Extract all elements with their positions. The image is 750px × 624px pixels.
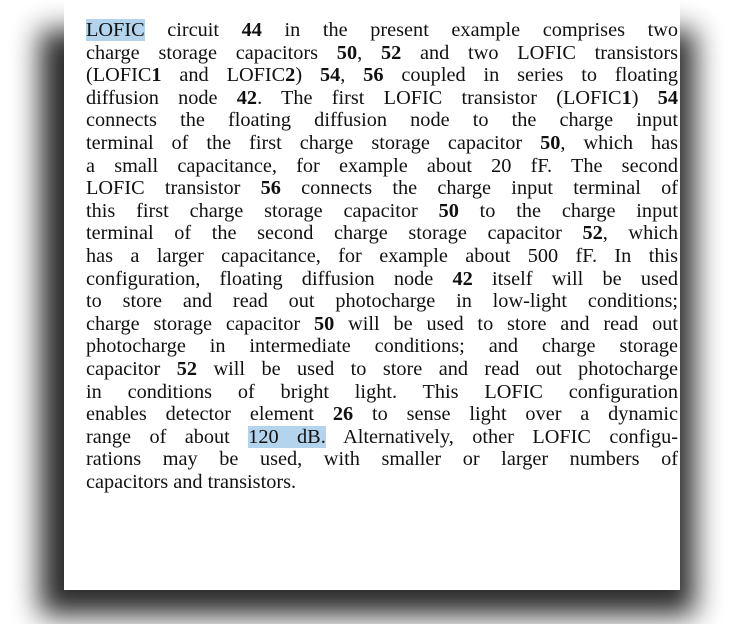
text-line: LOFIC circuit 44 in the present example comprises two [86,19,678,41]
text-line: has a larger capacitance, for example about 500 fF. In this [86,244,678,267]
text-line: this first charge storage capacitor 50 to the charge input [86,199,678,222]
text-line: enables detector element 26 to sense light over a dynamic [86,403,678,426]
text-line: range of about 120 dB. Alternatively, other LOFIC configu- [86,425,679,448]
text-line: terminal of the second charge storage capacitor 52, which [86,222,678,245]
text-line: connects the floating diffusion node to the charge input [86,109,678,132]
text-line: to store and read out photocharge in low-light conditions; [86,290,678,313]
text-line: configuration, floating diffusion node 42 itself will be used [86,267,678,290]
document-page [64,0,680,590]
text-line: (LOFIC1 and LOFIC2) 54, 56 coupled in series to floating [86,64,678,87]
highlighted-term: 120 dB. [248,425,326,448]
highlighted-term: LOFIC [86,19,145,41]
text-line: charge storage capacitor 50 will be used to store and read out [86,312,679,335]
paragraph [86,19,678,493]
text-line: in conditions of bright light. This LOFIC configuration [86,380,678,403]
text-line: capacitors and transistors. [86,470,297,493]
text-line: rations may be used, with smaller or larger numbers of [86,448,678,471]
text-line: diffusion node 42. The first LOFIC transistor (LOFIC1) 54 [86,86,679,109]
text-line: capacitor 52 will be used to store and read out photocharge [86,357,678,380]
text-line: photocharge in intermediate conditions; and charge storage [86,335,678,358]
text-line: charge storage capacitors 50, 52 and two LOFIC transistors [86,41,679,64]
text-line: a small capacitance, for example about 20 fF. The second [86,154,678,177]
text-line: LOFIC transistor 56 connects the charge input terminal of [86,177,678,200]
text-line: terminal of the first charge storage capacitor 50, which has [86,131,678,154]
